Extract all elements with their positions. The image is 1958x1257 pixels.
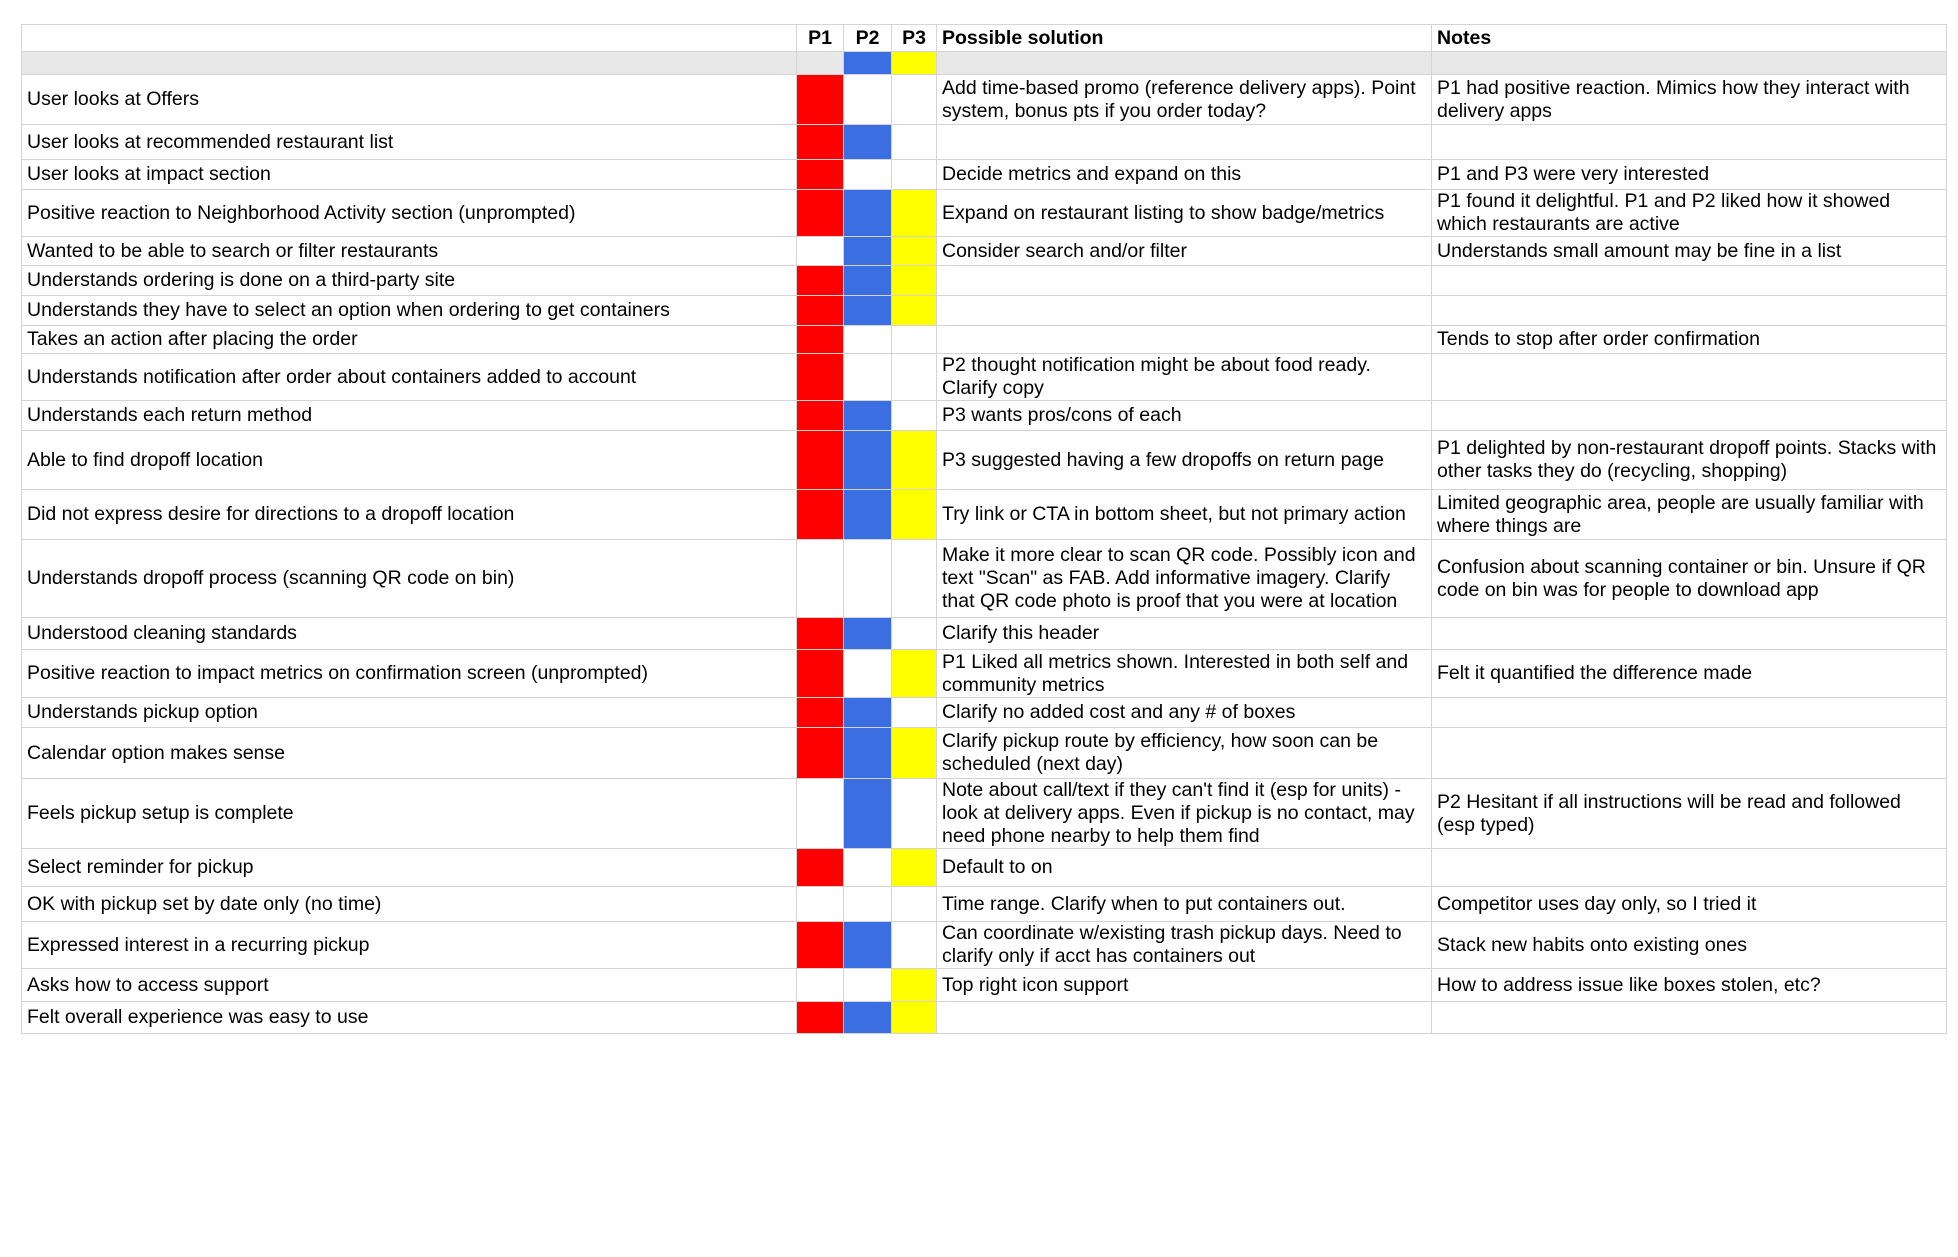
solution-cell[interactable]: Top right icon support (937, 969, 1432, 1002)
p3-mark-cell[interactable] (892, 728, 937, 779)
spacer-cell-p3[interactable] (892, 52, 937, 75)
task-cell[interactable]: Asks how to access support (22, 969, 797, 1002)
spacer-cell-p2[interactable] (844, 52, 892, 75)
task-cell[interactable]: Understands ordering is done on a third-party site (22, 266, 797, 296)
p1-mark-cell[interactable] (797, 698, 844, 728)
table-row (22, 969, 1947, 1002)
p1-mark-cell[interactable] (797, 296, 844, 326)
p1-mark-cell[interactable] (797, 728, 844, 779)
p1-mark-cell[interactable] (797, 326, 844, 354)
p3-mark-cell[interactable] (892, 490, 937, 540)
header-p1[interactable]: P1 (797, 25, 844, 52)
task-cell[interactable]: Understands each return method (22, 401, 797, 431)
p1-mark-cell[interactable] (797, 849, 844, 887)
solution-cell[interactable] (937, 1002, 1432, 1034)
p3-mark-cell[interactable] (892, 698, 937, 728)
spacer-cell-solution[interactable] (937, 52, 1432, 75)
p3-mark-cell[interactable] (892, 237, 937, 266)
task-cell[interactable]: Calendar option makes sense (22, 728, 797, 779)
p3-mark-cell[interactable] (892, 160, 937, 190)
p2-mark-cell[interactable] (844, 190, 892, 237)
p1-mark-cell[interactable] (797, 125, 844, 160)
task-cell[interactable]: Feels pickup setup is complete (22, 779, 797, 849)
table-row (22, 237, 1947, 266)
header-row (22, 25, 1947, 52)
p1-mark-cell[interactable] (797, 354, 844, 401)
solution-cell[interactable]: Make it more clear to scan QR code. Possibly icon and text "Scan" as FAB. Add informative imagery. Clarify that QR code photo is proof that you were at location (937, 540, 1432, 618)
p1-mark-cell[interactable] (797, 887, 844, 922)
spacer-row (22, 52, 1947, 75)
p2-mark-cell[interactable] (844, 650, 892, 698)
notes-cell[interactable]: How to address issue like boxes stolen, etc? (1432, 969, 1947, 1002)
solution-cell[interactable]: Clarify this header (937, 618, 1432, 650)
table-row (22, 779, 1947, 849)
solution-cell[interactable]: Decide metrics and expand on this (937, 160, 1432, 190)
p3-mark-cell[interactable] (892, 296, 937, 326)
p3-mark-cell[interactable] (892, 266, 937, 296)
p2-mark-cell[interactable] (844, 698, 892, 728)
solution-cell[interactable] (937, 326, 1432, 354)
notes-cell[interactable] (1432, 698, 1947, 728)
p2-mark-cell[interactable] (844, 401, 892, 431)
task-cell[interactable]: User looks at Offers (22, 75, 797, 125)
p2-mark-cell[interactable] (844, 326, 892, 354)
p1-mark-cell[interactable] (797, 75, 844, 125)
p3-mark-cell[interactable] (892, 969, 937, 1002)
p2-mark-cell[interactable] (844, 296, 892, 326)
table-row (22, 190, 1947, 237)
table-row (22, 728, 1947, 779)
solution-cell[interactable]: P3 suggested having a few dropoffs on return page (937, 431, 1432, 490)
p1-mark-cell[interactable] (797, 969, 844, 1002)
header-notes[interactable]: Notes (1432, 25, 1947, 52)
p3-mark-cell[interactable] (892, 431, 937, 490)
p3-mark-cell[interactable] (892, 190, 937, 237)
table-row (22, 698, 1947, 728)
table-row (22, 650, 1947, 698)
p1-mark-cell[interactable] (797, 190, 844, 237)
table-row (22, 887, 1947, 922)
solution-cell[interactable] (937, 266, 1432, 296)
p1-mark-cell[interactable] (797, 650, 844, 698)
p2-mark-cell[interactable] (844, 1002, 892, 1034)
p3-mark-cell[interactable] (892, 75, 937, 125)
task-cell[interactable]: Expressed interest in a recurring pickup (22, 922, 797, 969)
p1-mark-cell[interactable] (797, 779, 844, 849)
solution-cell[interactable]: Clarify pickup route by efficiency, how soon can be scheduled (next day) (937, 728, 1432, 779)
task-cell[interactable]: Takes an action after placing the order (22, 326, 797, 354)
p3-mark-cell[interactable] (892, 540, 937, 618)
table-row (22, 160, 1947, 190)
notes-cell[interactable]: P1 delighted by non-restaurant dropoff points. Stacks with other tasks they do (recycling, shopping) (1432, 431, 1947, 490)
p1-mark-cell[interactable] (797, 431, 844, 490)
p2-mark-cell[interactable] (844, 779, 892, 849)
notes-cell[interactable]: Felt it quantified the difference made (1432, 650, 1947, 698)
task-cell[interactable]: Able to find dropoff location (22, 431, 797, 490)
table-row (22, 75, 1947, 125)
p2-mark-cell[interactable] (844, 125, 892, 160)
notes-cell[interactable] (1432, 266, 1947, 296)
p2-mark-cell[interactable] (844, 75, 892, 125)
task-cell[interactable]: Select reminder for pickup (22, 849, 797, 887)
task-cell[interactable]: Did not express desire for directions to a dropoff location (22, 490, 797, 540)
p3-mark-cell[interactable] (892, 922, 937, 969)
task-cell[interactable]: Understood cleaning standards (22, 618, 797, 650)
task-cell[interactable]: Wanted to be able to search or filter restaurants (22, 237, 797, 266)
table-row (22, 618, 1947, 650)
p1-mark-cell[interactable] (797, 237, 844, 266)
solution-cell[interactable] (937, 125, 1432, 160)
spacer-cell-p1[interactable] (797, 52, 844, 75)
notes-cell[interactable]: Competitor uses day only, so I tried it (1432, 887, 1947, 922)
solution-cell[interactable]: Consider search and/or filter (937, 237, 1432, 266)
task-cell[interactable]: Positive reaction to Neighborhood Activity section (unprompted) (22, 190, 797, 237)
p2-mark-cell[interactable] (844, 969, 892, 1002)
table-row (22, 922, 1947, 969)
task-cell[interactable]: User looks at impact section (22, 160, 797, 190)
header-possible-solution[interactable]: Possible solution (937, 25, 1432, 52)
task-cell[interactable]: Felt overall experience was easy to use (22, 1002, 797, 1034)
solution-cell[interactable]: Expand on restaurant listing to show badge/metrics (937, 190, 1432, 237)
notes-cell[interactable] (1432, 728, 1947, 779)
task-cell[interactable]: Understands pickup option (22, 698, 797, 728)
table-row (22, 849, 1947, 887)
solution-cell[interactable]: Default to on (937, 849, 1432, 887)
task-cell[interactable]: User looks at recommended restaurant list (22, 125, 797, 160)
p3-mark-cell[interactable] (892, 354, 937, 401)
table-row (22, 296, 1947, 326)
notes-cell[interactable]: Tends to stop after order confirmation (1432, 326, 1947, 354)
notes-cell[interactable]: Confusion about scanning container or bin. Unsure if QR code on bin was for people to download app (1432, 540, 1947, 618)
p1-mark-cell[interactable] (797, 490, 844, 540)
table-row (22, 1002, 1947, 1034)
p2-mark-cell[interactable] (844, 540, 892, 618)
notes-cell[interactable] (1432, 354, 1947, 401)
p2-mark-cell[interactable] (844, 922, 892, 969)
p3-mark-cell[interactable] (892, 401, 937, 431)
notes-cell[interactable] (1432, 125, 1947, 160)
notes-cell[interactable]: Limited geographic area, people are usually familiar with where things are (1432, 490, 1947, 540)
p3-mark-cell[interactable] (892, 1002, 937, 1034)
notes-cell[interactable]: P1 and P3 were very interested (1432, 160, 1947, 190)
p1-mark-cell[interactable] (797, 1002, 844, 1034)
task-cell[interactable]: Understands dropoff process (scanning QR code on bin) (22, 540, 797, 618)
header-p2[interactable]: P2 (844, 25, 892, 52)
p1-mark-cell[interactable] (797, 401, 844, 431)
p1-mark-cell[interactable] (797, 160, 844, 190)
solution-cell[interactable]: Add time-based promo (reference delivery apps). Point system, bonus pts if you order today? (937, 75, 1432, 125)
task-cell[interactable]: OK with pickup set by date only (no time) (22, 887, 797, 922)
p2-mark-cell[interactable] (844, 618, 892, 650)
table-row (22, 266, 1947, 296)
solution-cell[interactable]: P1 Liked all metrics shown. Interested in both self and community metrics (937, 650, 1432, 698)
solution-cell[interactable]: Note about call/text if they can't find it (esp for units) - look at delivery apps. Even if pickup is no contact, may need phone nearby to help them find (937, 779, 1432, 849)
table-row (22, 354, 1947, 401)
table-row (22, 540, 1947, 618)
p1-mark-cell[interactable] (797, 618, 844, 650)
p3-mark-cell[interactable] (892, 650, 937, 698)
notes-cell[interactable] (1432, 296, 1947, 326)
table-row (22, 490, 1947, 540)
notes-cell[interactable]: P2 Hesitant if all instructions will be read and followed (esp typed) (1432, 779, 1947, 849)
table-body (22, 52, 1947, 1034)
p3-mark-cell[interactable] (892, 887, 937, 922)
notes-cell[interactable] (1432, 849, 1947, 887)
spacer-cell-notes[interactable] (1432, 52, 1947, 75)
p3-mark-cell[interactable] (892, 779, 937, 849)
table-row (22, 401, 1947, 431)
notes-cell[interactable] (1432, 618, 1947, 650)
spacer-cell-task[interactable] (22, 52, 797, 75)
p2-mark-cell[interactable] (844, 728, 892, 779)
notes-cell[interactable]: P1 found it delightful. P1 and P2 liked how it showed which restaurants are active (1432, 190, 1947, 237)
p2-mark-cell[interactable] (844, 160, 892, 190)
p2-mark-cell[interactable] (844, 354, 892, 401)
p2-mark-cell[interactable] (844, 887, 892, 922)
task-cell[interactable]: Understands they have to select an option when ordering to get containers (22, 296, 797, 326)
notes-cell[interactable] (1432, 1002, 1947, 1034)
p2-mark-cell[interactable] (844, 237, 892, 266)
p1-mark-cell[interactable] (797, 922, 844, 969)
task-cell[interactable]: Understands notification after order about containers added to account (22, 354, 797, 401)
solution-cell[interactable]: Clarify no added cost and any # of boxes (937, 698, 1432, 728)
p2-mark-cell[interactable] (844, 849, 892, 887)
p3-mark-cell[interactable] (892, 618, 937, 650)
notes-cell[interactable]: P1 had positive reaction. Mimics how they interact with delivery apps (1432, 75, 1947, 125)
p3-mark-cell[interactable] (892, 849, 937, 887)
p2-mark-cell[interactable] (844, 431, 892, 490)
header-p3[interactable]: P3 (892, 25, 937, 52)
solution-cell[interactable] (937, 296, 1432, 326)
p1-mark-cell[interactable] (797, 540, 844, 618)
table-row (22, 326, 1947, 354)
table-row (22, 125, 1947, 160)
research-findings-table (21, 24, 1947, 1034)
p3-mark-cell[interactable] (892, 125, 937, 160)
header-task[interactable] (22, 25, 797, 52)
notes-cell[interactable]: Understands small amount may be fine in a list (1432, 237, 1947, 266)
notes-cell[interactable]: Stack new habits onto existing ones (1432, 922, 1947, 969)
p3-mark-cell[interactable] (892, 326, 937, 354)
p2-mark-cell[interactable] (844, 490, 892, 540)
solution-cell[interactable]: Can coordinate w/existing trash pickup days. Need to clarify only if acct has containers out (937, 922, 1432, 969)
solution-cell[interactable]: P3 wants pros/cons of each (937, 401, 1432, 431)
notes-cell[interactable] (1432, 401, 1947, 431)
p1-mark-cell[interactable] (797, 266, 844, 296)
solution-cell[interactable]: Try link or CTA in bottom sheet, but not primary action (937, 490, 1432, 540)
task-cell[interactable]: Positive reaction to impact metrics on confirmation screen (unprompted) (22, 650, 797, 698)
p2-mark-cell[interactable] (844, 266, 892, 296)
solution-cell[interactable]: Time range. Clarify when to put containers out. (937, 887, 1432, 922)
table-row (22, 431, 1947, 490)
solution-cell[interactable]: P2 thought notification might be about food ready. Clarify copy (937, 354, 1432, 401)
